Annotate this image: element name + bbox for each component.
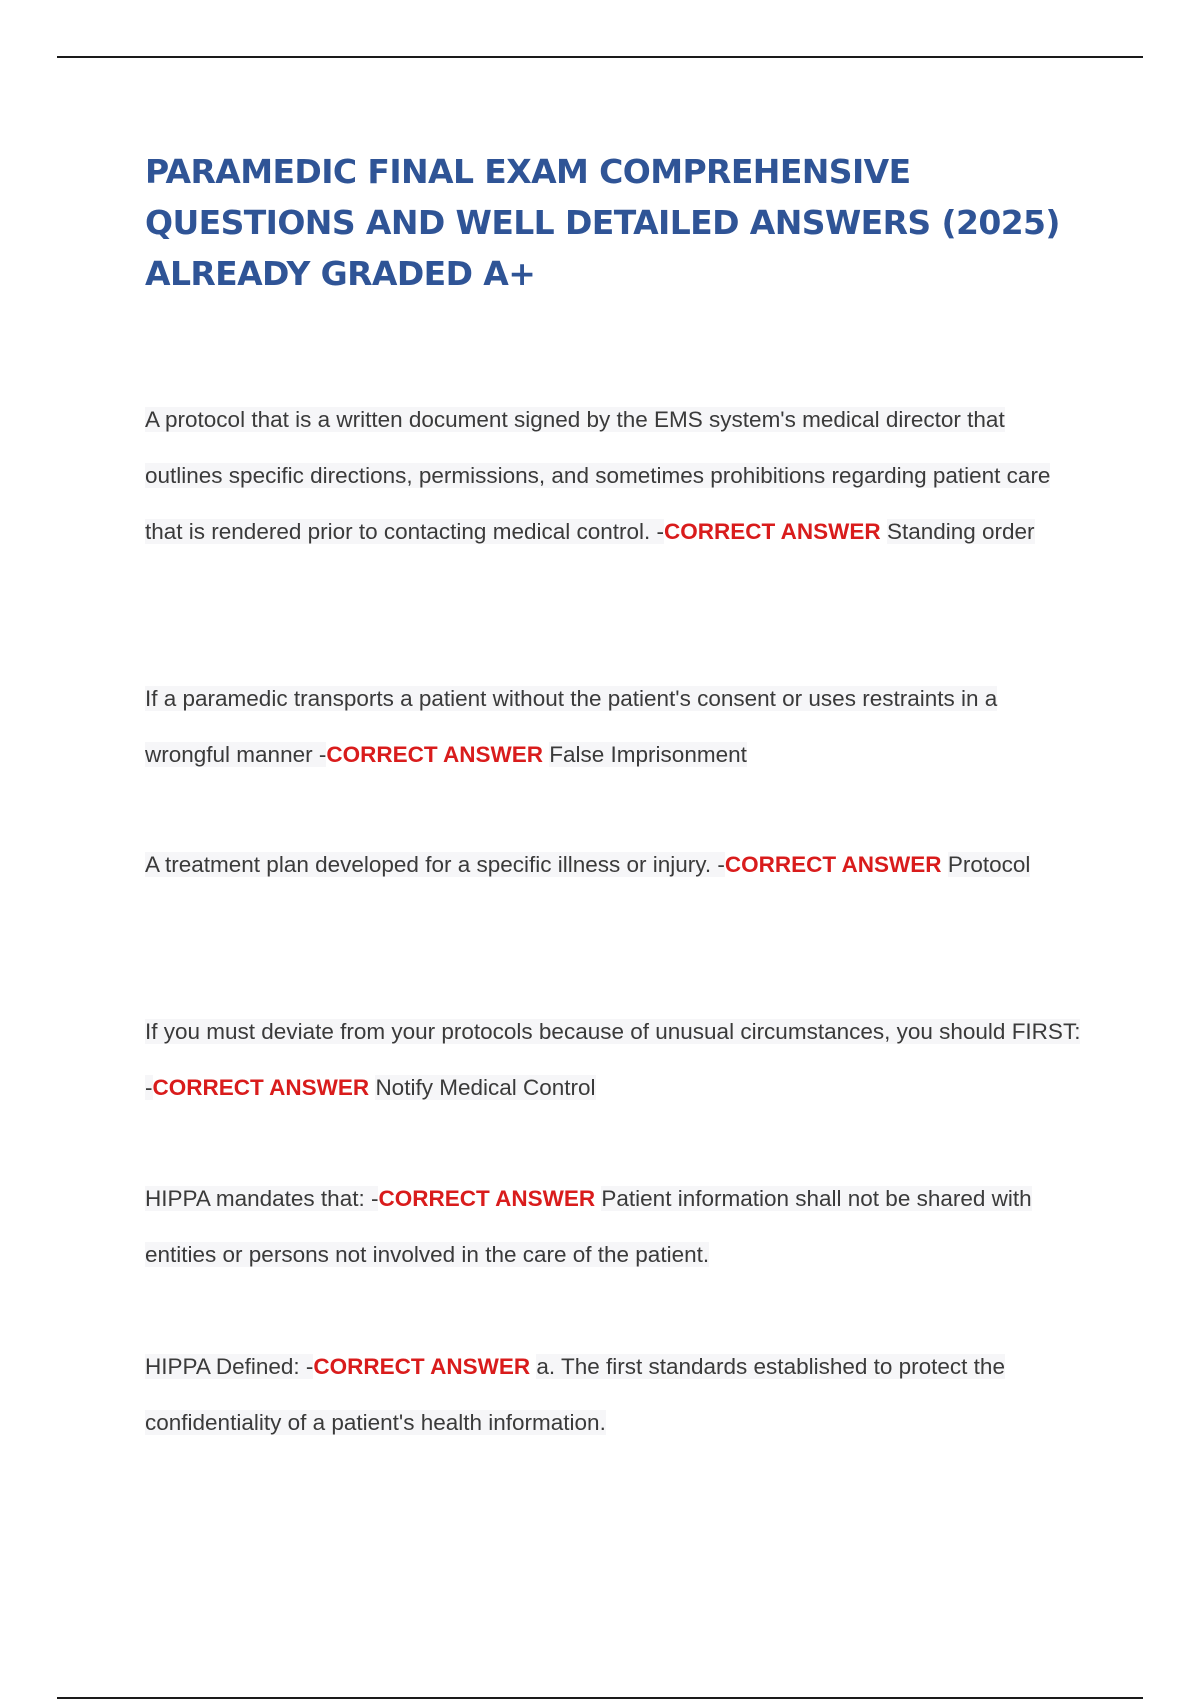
correct-answer-label: CORRECT ANSWER	[378, 1186, 596, 1211]
qa-item-false-imprisonment	[145, 671, 1085, 783]
answer-text: Patient information shall not be shared with entities or persons not involved in the care of the patient.	[145, 1186, 1032, 1267]
header-rule	[57, 56, 1143, 58]
footer-rule	[57, 1697, 1143, 1699]
correct-answer-label: CORRECT ANSWER	[152, 1075, 370, 1100]
question-text: If you must deviate from your protocols because of unusual circumstances, you should FIRST: -	[145, 1019, 1081, 1100]
qa-item-standing-order	[145, 392, 1085, 560]
correct-answer-label: CORRECT ANSWER	[664, 519, 881, 544]
correct-answer-label: CORRECT ANSWER	[724, 852, 942, 877]
qa-item-notify-medical-control	[145, 1004, 1085, 1116]
qa-item-protocol	[145, 837, 1085, 893]
qa-item-hippa-mandates	[145, 1171, 1085, 1283]
question-text: If a paramedic transports a patient without the patient's consent or uses restraints in a wrongful manner -	[145, 686, 998, 767]
question-text: A protocol that is a written document signed by the EMS system's medical director that outlines specific directions, permissions, and sometimes prohibitions regarding patient care that is rendered prior to contacting medical control. -	[145, 407, 1051, 544]
question-text: A treatment plan developed for a specific illness or injury. -	[145, 852, 725, 877]
question-text: HIPPA mandates that: -	[145, 1186, 379, 1211]
answer-text: Notify Medical Control	[375, 1075, 596, 1100]
correct-answer-label: CORRECT ANSWER	[313, 1354, 531, 1379]
answer-text: Standing order	[886, 519, 1035, 544]
correct-answer-label: CORRECT ANSWER	[326, 742, 544, 767]
question-text: HIPPA Defined: -	[145, 1354, 314, 1379]
answer-text: a. The first standards established to protect the confidentiality of a patient's health information.	[145, 1354, 1005, 1435]
document-title: PARAMEDIC FINAL EXAM COMPREHENSIVE QUESTIONS AND WELL DETAILED ANSWERS (2025) ALREADY GRADED A+	[145, 152, 1060, 293]
answer-text: Protocol	[947, 852, 1031, 877]
answer-text: False Imprisonment	[549, 742, 747, 767]
qa-item-hippa-defined	[145, 1339, 1085, 1451]
